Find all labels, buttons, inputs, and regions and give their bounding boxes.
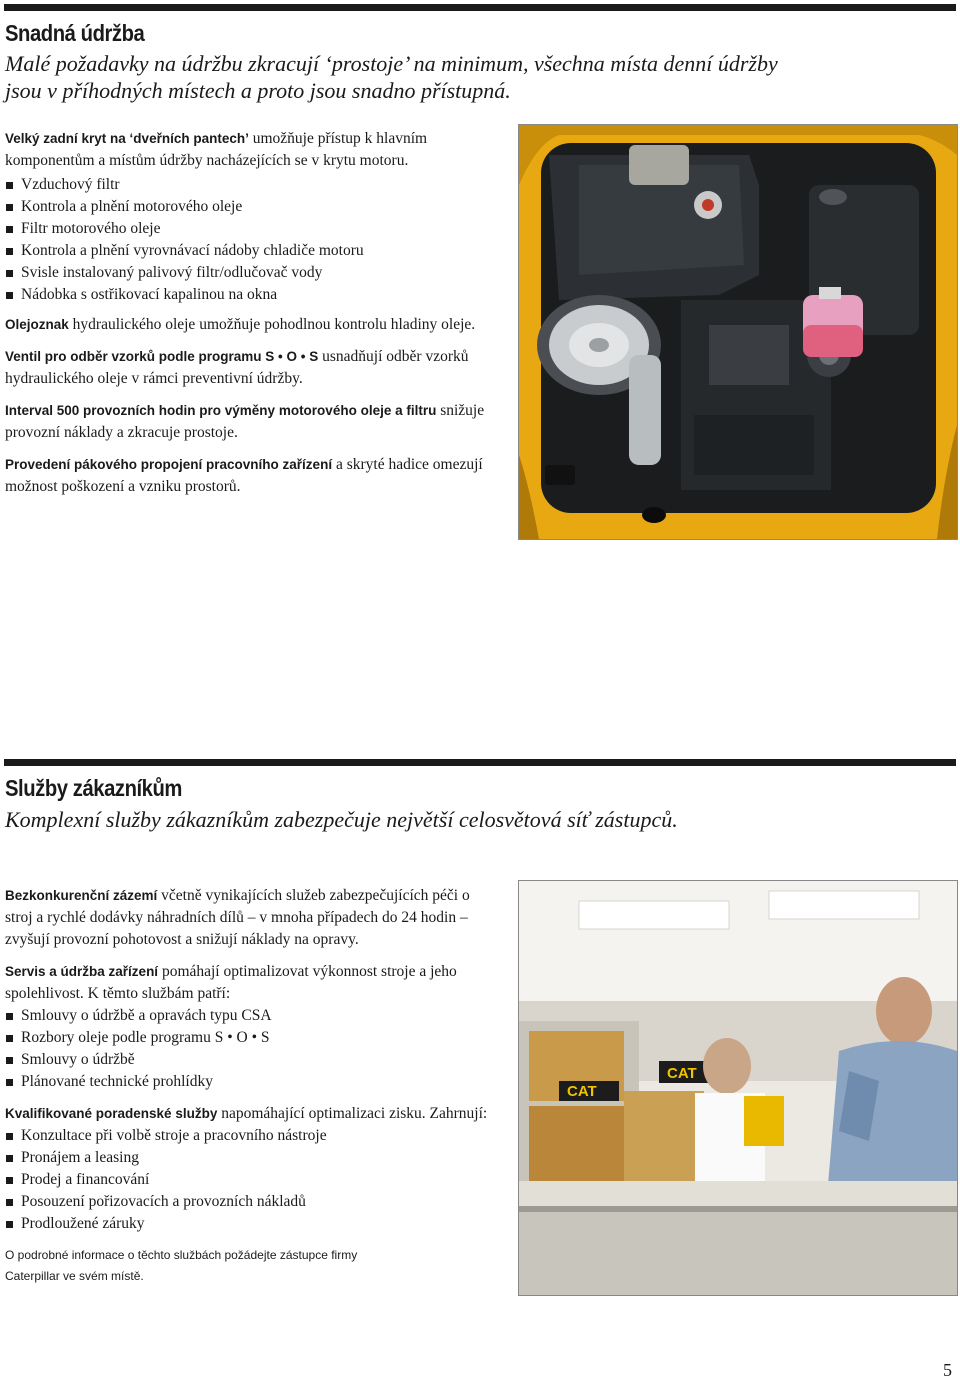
bold-lead: Interval 500 provozních hodin pro výměny motorového oleje a filtru	[5, 403, 437, 418]
cat-logo-label: CAT	[667, 1065, 697, 1082]
paragraph-oil-interval	[5, 400, 500, 444]
section-subtitle-services: Komplexní služby zákazníkům zabezpečuje největší celosvětová síť zástupců.	[5, 807, 678, 832]
list-item: Smlouvy o údržbě a opravách typu CSA	[5, 1005, 500, 1027]
paragraph-support	[5, 885, 500, 951]
section-title-maintenance: Snadná údržba	[5, 20, 145, 46]
paragraph-consulting	[5, 1103, 500, 1125]
paragraph-text: pomáhají optimalizovat výkonnost stroje a jeho spolehlivost. K těmto službám patří:	[5, 963, 457, 1002]
list-item: Kontrola a plnění motorového oleje	[5, 196, 500, 218]
maintenance-points-list	[5, 174, 500, 306]
section-subtitle-maintenance: Malé požadavky na údržbu zkracují ‘prostoje’ na minimum, všechna místa denní údržby jsou v příhodných místech a proto jsou snadno přístupná.	[5, 51, 778, 103]
paragraph-text: a skryté hadice omezují možnost poškození a vzniku prostorů.	[5, 456, 483, 495]
bold-lead: Servis a údržba zařízení	[5, 964, 159, 979]
paragraph-service	[5, 961, 500, 1005]
bold-lead: Ventil pro odběr vzorků podle programu S • O • S	[5, 349, 319, 364]
list-item: Rozbory oleje podle programu S • O • S	[5, 1027, 500, 1049]
engine-compartment-photo	[518, 124, 958, 540]
list-item: Smlouvy o údržbě	[5, 1049, 500, 1071]
list-item: Pronájem a leasing	[5, 1147, 500, 1169]
list-item: Prodej a financování	[5, 1169, 500, 1191]
paragraph-sampling-valve	[5, 346, 500, 390]
list-item: Konzultace při volbě stroje a pracovního nástroje	[5, 1125, 500, 1147]
bold-lead: Velký zadní kryt na ‘dveřních pantech’	[5, 131, 249, 146]
paragraph-text: snižuje provozní náklady a zkracuje prostoje.	[5, 402, 485, 441]
consulting-list	[5, 1125, 500, 1235]
maintenance-body	[5, 128, 500, 508]
list-item: Vzduchový filtr	[5, 174, 500, 196]
paragraph-text: napomáhající optimalizaci zisku. Zahrnují:	[217, 1105, 488, 1122]
list-item: Prodloužené záruky	[5, 1213, 500, 1235]
paragraph-text: usnadňují odběr vzorků hydraulického oleje v rámci preventivní údržby.	[5, 348, 469, 387]
bold-lead: Kvalifikované poradenské služby	[5, 1106, 218, 1121]
list-item: Posouzení pořizovacích a provozních nákladů	[5, 1191, 500, 1213]
list-item: Svisle instalovaný palivový filtr/odlučovač vody	[5, 262, 500, 284]
parts-counter-illustration	[519, 881, 957, 1295]
bold-lead: Olejoznak	[5, 317, 69, 332]
section-rule-top	[4, 4, 956, 11]
contact-note: O podrobné informace o těchto službách požádejte zástupce firmy Caterpillar ve svém místě.	[5, 1248, 358, 1283]
list-item: Kontrola a plnění vyrovnávací nádoby chladiče motoru	[5, 240, 500, 262]
parts-counter-photo	[518, 880, 958, 1296]
bold-lead: Provedení pákového propojení pracovního zařízení	[5, 457, 333, 472]
cat-logo-label: CAT	[567, 1083, 597, 1100]
service-list	[5, 1005, 500, 1093]
paragraph-sight-gauge	[5, 314, 500, 336]
paragraph-text: hydraulického oleje umožňuje pohodlnou kontrolu hladiny oleje.	[68, 316, 476, 333]
paragraph-linkage	[5, 454, 500, 498]
paragraph-text: včetně vynikajících služeb zabezpečujících péči o stroj a rychlé dodávky náhradních dílů – v mnoha případech do 24 hodin – zvyšují provozní pohotovost a snižují náklady na opravy.	[5, 887, 470, 948]
paragraph-text: umožňuje přístup k hlavním komponentům a místům údržby nacházejících se v krytu motoru.	[5, 130, 428, 169]
section-rule-services	[4, 759, 956, 766]
list-item: Nádobka s ostřikovací kapalinou na okna	[5, 284, 500, 306]
section-title-services: Služby zákazníkům	[5, 775, 182, 801]
list-item: Plánované technické prohlídky	[5, 1071, 500, 1093]
bold-lead: Bezkonkurenční zázemí	[5, 888, 158, 903]
engine-compartment-illustration	[519, 125, 957, 539]
page-number: 5	[943, 1360, 952, 1380]
list-item: Filtr motorového oleje	[5, 218, 500, 240]
services-body	[5, 885, 500, 1287]
paragraph-rear-cover	[5, 128, 500, 172]
